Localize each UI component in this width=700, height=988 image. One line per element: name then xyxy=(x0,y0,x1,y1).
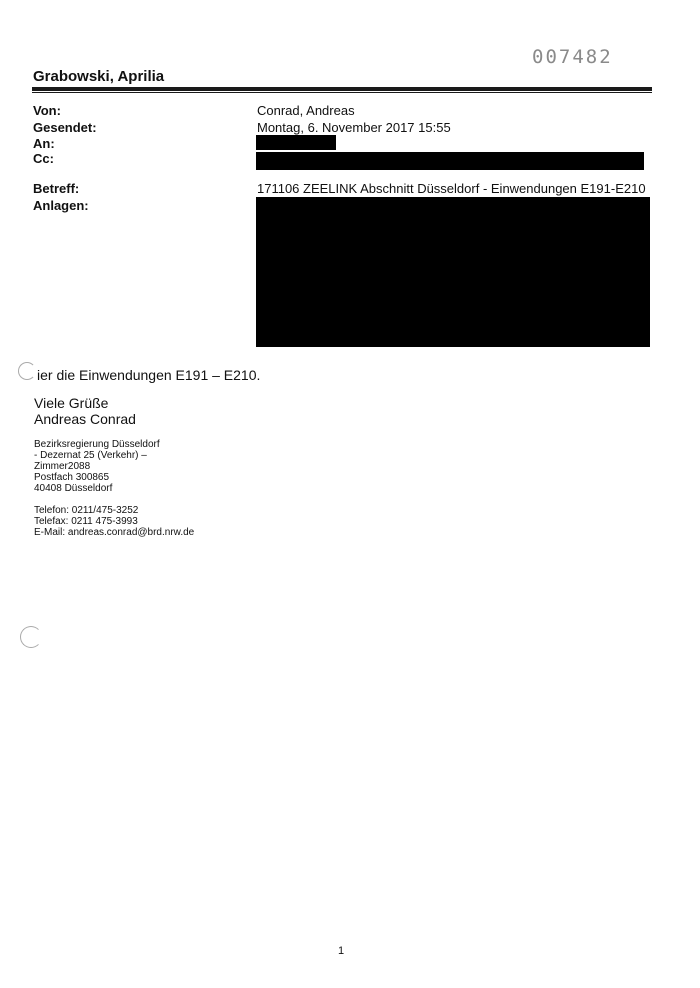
attachments-label: Anlagen: xyxy=(33,198,89,213)
to-redaction xyxy=(256,135,336,150)
page-number: 1 xyxy=(338,945,345,957)
mailbox-owner-name: Grabowski, Aprilia xyxy=(33,68,165,85)
subject-value: 171106 ZEELINK Abschnitt Düsseldorf - Einwendungen E191-E210 xyxy=(257,181,646,196)
signature-room: Zimmer2088 xyxy=(34,461,91,472)
sent-value: Montag, 6. November 2017 15:55 xyxy=(257,120,451,135)
body-intro: ier die Einwendungen E191 – E210. xyxy=(37,367,261,383)
sent-label: Gesendet: xyxy=(33,120,97,135)
punch-hole-mark xyxy=(20,626,42,648)
cc-label: Cc: xyxy=(33,151,54,166)
signature-phone: Telefon: 0211/475-3252 xyxy=(34,505,139,516)
attachments-redaction xyxy=(256,197,650,347)
greeting: Viele Grüße xyxy=(34,395,109,411)
header-divider-thin xyxy=(32,92,652,93)
signature-city: 40408 Düsseldorf xyxy=(34,483,113,494)
signature-email: E-Mail: andreas.conrad@brd.nrw.de xyxy=(34,527,195,538)
from-label: Von: xyxy=(33,103,61,118)
sender-name: Andreas Conrad xyxy=(34,411,136,427)
signature-postbox: Postfach 300865 xyxy=(34,472,110,483)
from-value: Conrad, Andreas xyxy=(257,103,355,118)
punch-hole-mark xyxy=(18,362,36,380)
signature-org: Bezirksregierung Düsseldorf xyxy=(34,439,160,450)
subject-label: Betreff: xyxy=(33,181,80,196)
archive-stamp-number: 007482 xyxy=(532,46,613,68)
signature-fax: Telefax: 0211 475-3993 xyxy=(34,516,138,527)
to-label: An: xyxy=(33,136,55,151)
header-divider xyxy=(32,87,652,91)
cc-redaction xyxy=(256,152,644,170)
signature-dept: - Dezernat 25 (Verkehr) – xyxy=(34,450,147,461)
